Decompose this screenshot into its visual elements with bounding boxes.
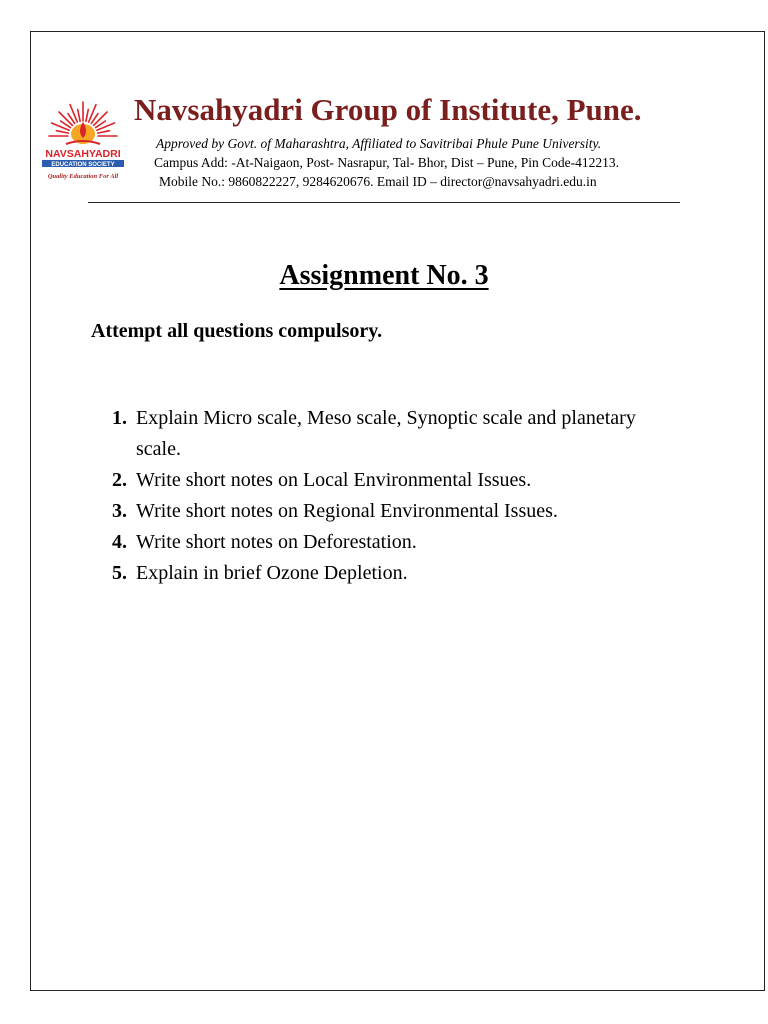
sun-ray — [98, 131, 110, 133]
question-item — [112, 496, 652, 527]
question-text: Explain Micro scale, Meso scale, Synoptic scale and planetary scale. — [136, 407, 636, 460]
question-list — [112, 403, 652, 589]
logo-society-text: NAVSAHYADRI — [45, 148, 121, 160]
sun-ray — [86, 110, 88, 122]
navsahyadri-sunrise-logo-icon — [36, 94, 130, 186]
logo-society-subtext: EDUCATION SOCIETY — [51, 162, 115, 168]
sun-ray — [57, 131, 69, 133]
question-item — [112, 527, 652, 558]
contact-line: Mobile No.: 9860822227, 9284620676. Email ID – director@navsahyadri.edu.in — [159, 174, 597, 189]
question-number: 3. — [112, 500, 127, 522]
assignment-title: Assignment No. 3 — [279, 260, 489, 291]
question-number: 4. — [112, 531, 127, 553]
campus-address: Campus Add: -At-Naigaon, Post- Nasrapur, Tal- Bhor, Dist – Pune, Pin Code-412213. — [154, 155, 619, 170]
question-number: 5. — [112, 562, 127, 584]
question-text: Explain in brief Ozone Depletion. — [136, 562, 408, 584]
question-item — [112, 465, 652, 496]
approval-line: Approved by Govt. of Maharashtra, Affiliated to Savitribai Phule Pune University. — [156, 136, 602, 151]
question-text: Write short notes on Deforestation. — [136, 531, 417, 553]
instruction-text: Attempt all questions compulsory. — [91, 320, 383, 342]
question-number: 2. — [112, 469, 127, 491]
question-item — [112, 558, 652, 589]
navsahyadri-logo — [36, 94, 130, 186]
question-number: 1. — [112, 407, 127, 429]
sun-ray — [78, 110, 80, 122]
org-name: Navsahyadri Group of Institute, Pune. — [134, 92, 642, 127]
question-text: Write short notes on Local Environmental Issues. — [136, 469, 532, 491]
sun-ray — [94, 112, 107, 125]
header-divider — [88, 202, 680, 203]
question-item — [112, 403, 652, 465]
sun-ray — [59, 112, 72, 125]
logo-tagline: Quality Education For All — [47, 173, 119, 180]
question-text: Write short notes on Regional Environmental Issues. — [136, 500, 558, 522]
